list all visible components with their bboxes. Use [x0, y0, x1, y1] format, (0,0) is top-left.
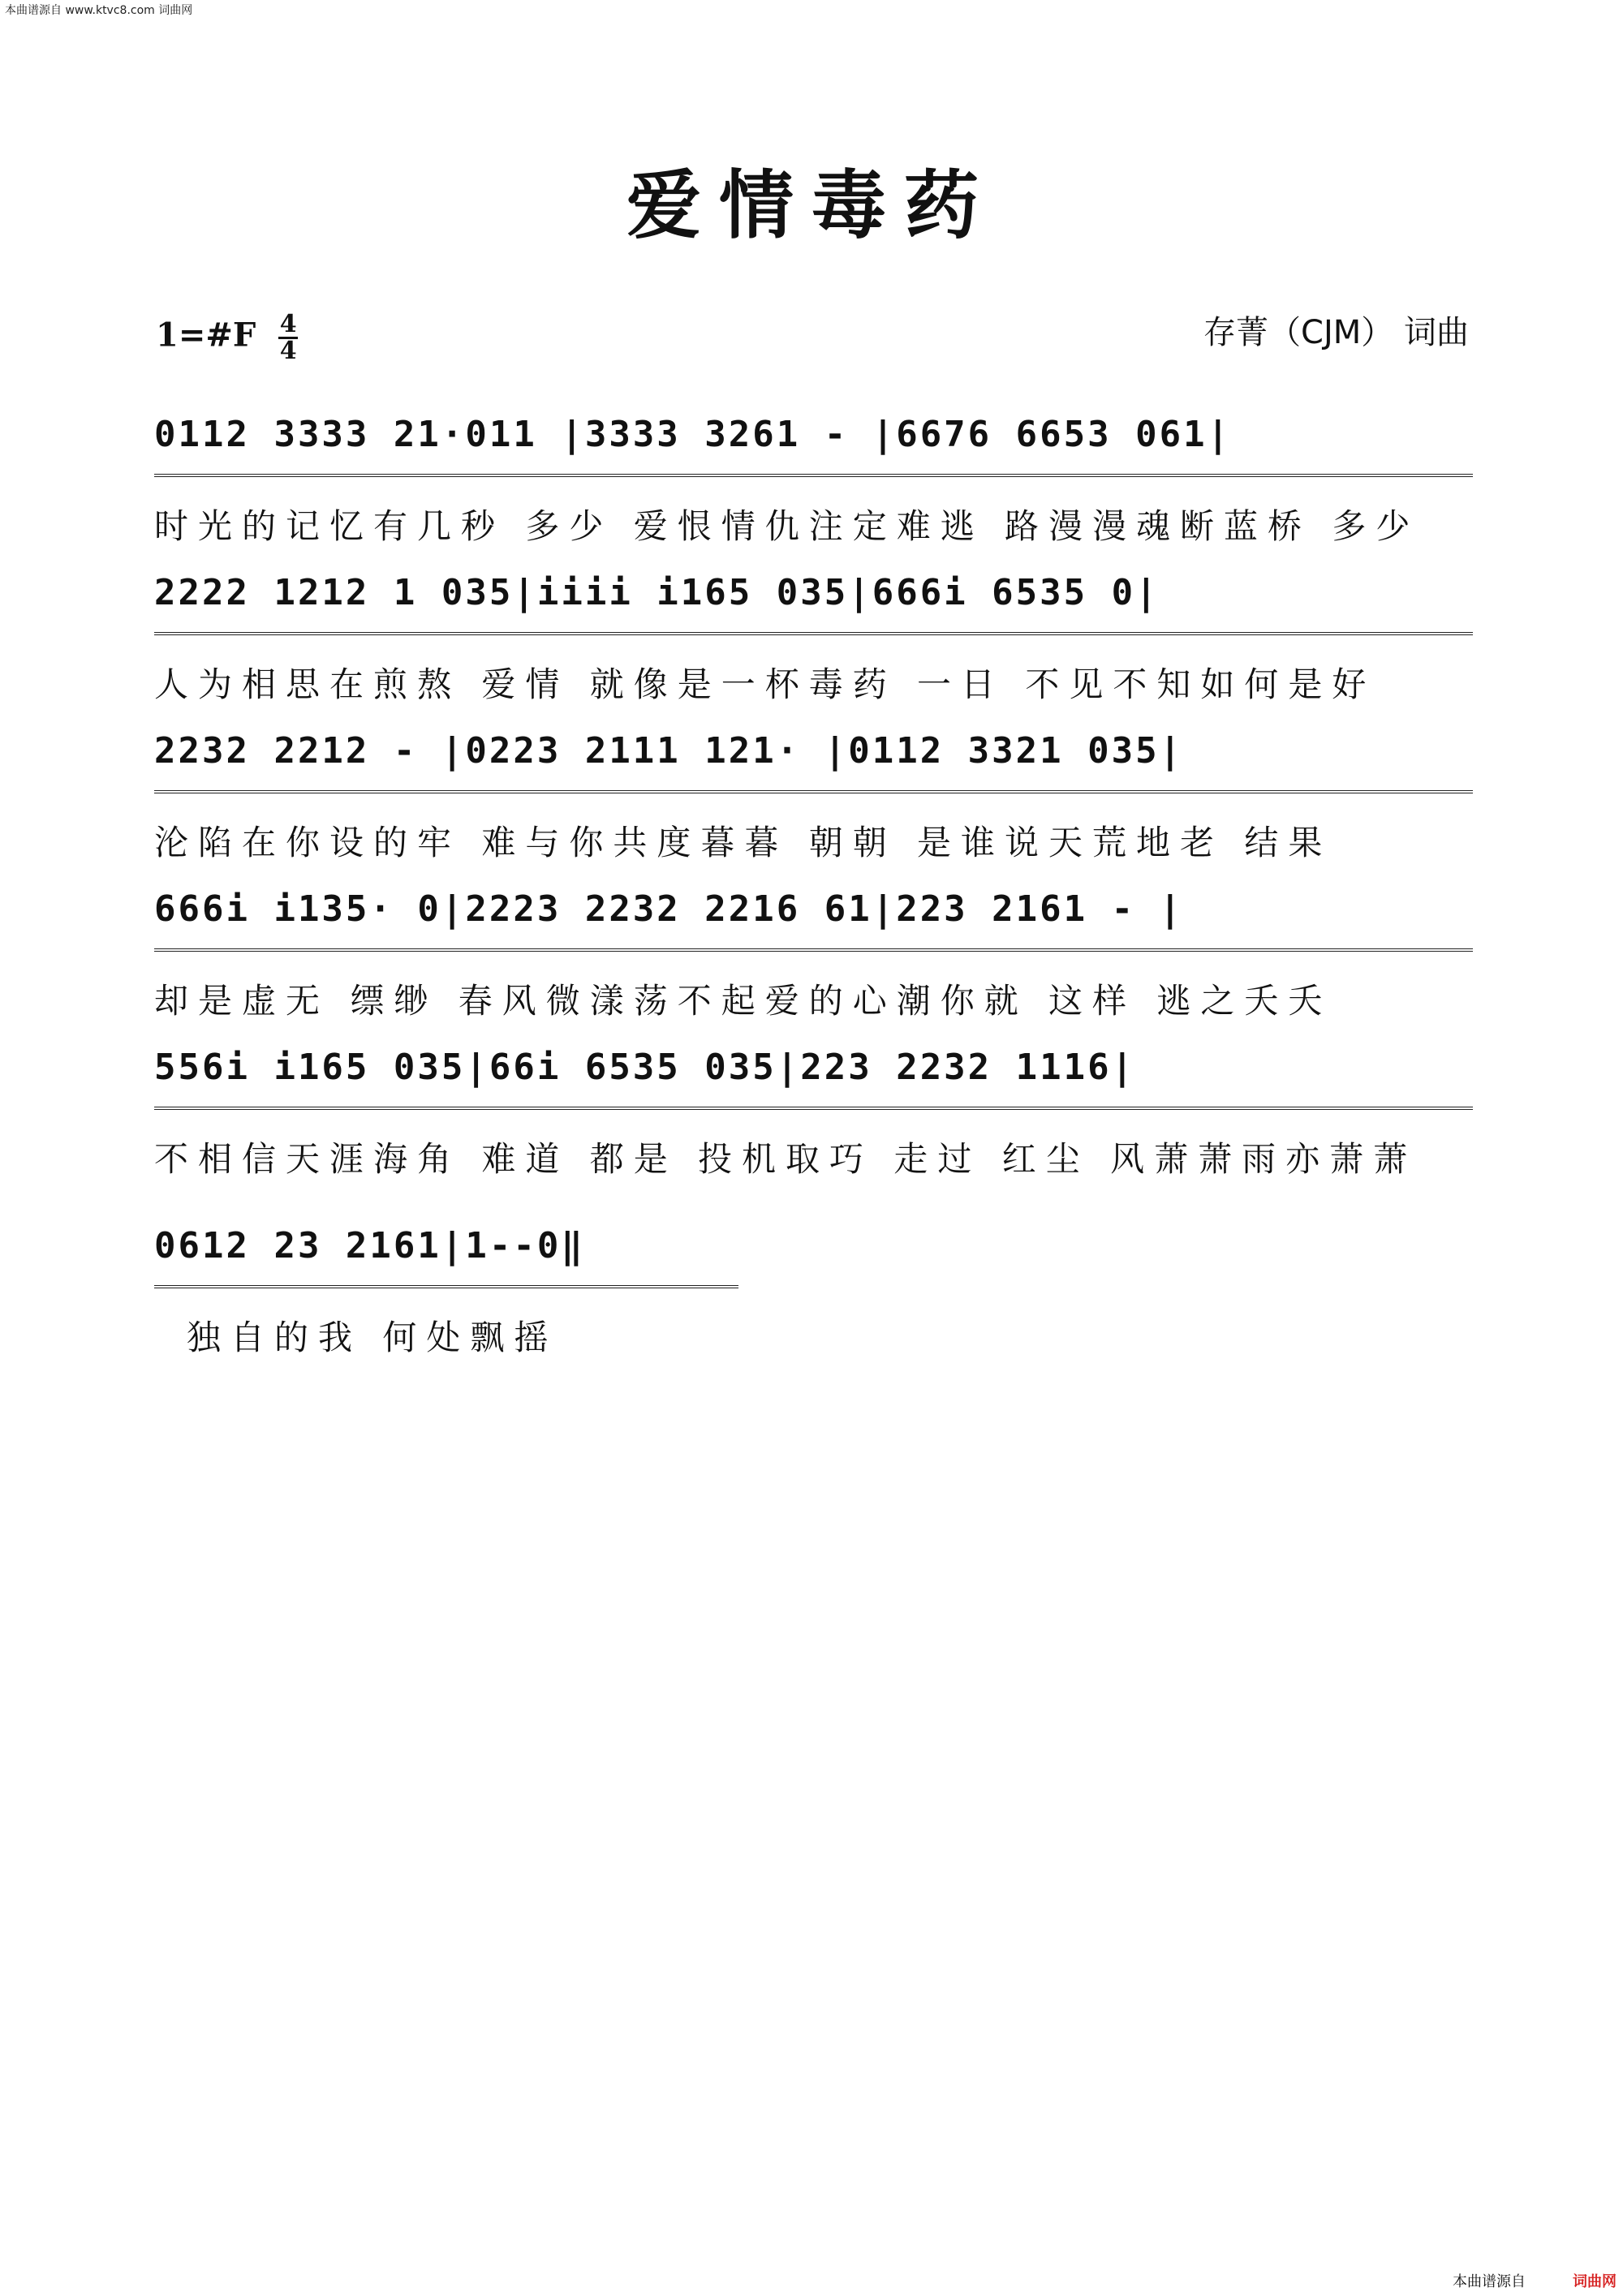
score-row — [154, 1225, 738, 1360]
notation-line: 0612 23 2161|1--0‖ — [154, 1225, 738, 1288]
lyric-line: 独自的我 何处飘摇 — [187, 1318, 558, 1357]
score-row — [154, 1047, 1473, 1181]
notation-line: 2222 1212 1 035|iiii i165 035|666i 6535 0| — [154, 572, 1473, 635]
score-row — [154, 730, 1473, 865]
notation-line: 0112 3333 21·011 |3333 3261 - |6676 6653 061| — [154, 414, 1473, 477]
notation-line: 556i i165 035|66i 6535 035|223 2232 1116| — [154, 1047, 1473, 1110]
lyric-line: 不相信天涯海角 难道 都是 投机取巧 走过 红尘 风萧萧雨亦萧萧 — [154, 1139, 1418, 1179]
composer-credit: 存菁（CJM） 词曲 — [1203, 314, 1469, 351]
notation-line: 666i i135· 0|2223 2232 2216 61|223 2161 - | — [154, 888, 1473, 952]
lyric-line: 时光的记忆有几秒 多少 爱恨情仇注定难逃 路漫漫魂断蓝桥 多少 — [154, 506, 1420, 546]
lyric-line: 人为相思在煎熬 爱情 就像是一杯毒药 一日 不见不知如何是好 — [154, 664, 1376, 704]
score-row — [154, 414, 1473, 548]
footer-source: 本曲谱源自 — [1453, 2273, 1526, 2290]
key-signature — [156, 312, 298, 363]
lyric-line: 却是虚无 缥缈 春风微漾荡不起爱的心潮你就 这样 逃之夭夭 — [154, 981, 1332, 1021]
time-top: 4 — [279, 310, 297, 338]
header-text: 本曲谱源自 www.ktvc8.com 词曲网 — [5, 4, 193, 17]
score-row — [154, 572, 1473, 707]
score-row — [154, 888, 1473, 1023]
lyric-line: 沦陷在你设的牢 难与你共度暮暮 朝朝 是谁说天荒地老 结果 — [154, 823, 1332, 862]
key-text: 1=#F — [156, 316, 256, 355]
time-signature — [278, 312, 298, 363]
notation-line: 2232 2212 - |0223 2111 121· |0112 3321 035| — [154, 730, 1473, 793]
time-bottom: 4 — [279, 337, 297, 365]
footer-logo: 词曲网 — [1573, 2273, 1617, 2290]
page-title: 爱情毒药 — [626, 161, 997, 249]
